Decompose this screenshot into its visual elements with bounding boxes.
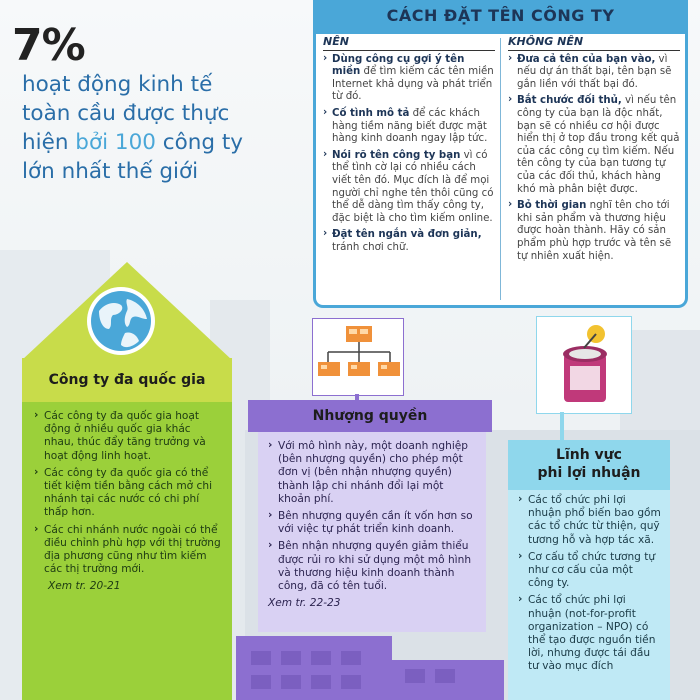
multinational-ref: Xem tr. 20-21 (48, 580, 121, 593)
column-divider (500, 38, 501, 300)
franchise-card (258, 432, 486, 632)
do-column (323, 36, 495, 259)
list-item: › Các tổ chức phi lợi nhuận (not-for-profit organization – NPO) có thể tạo được nguồn tiền lời, nhưng được tái đầu tư vào mục đích (518, 594, 662, 673)
stat-line: hoạt động kinh tế (22, 72, 213, 97)
list-item: › Cố tình mô tả để các khách hàng tiềm năng biết được mặt hàng kinh doanh ngay lập tức. (323, 108, 495, 146)
stat-line: toàn cầu được thực (22, 101, 230, 126)
naming-panel-title: CÁCH ĐẶT TÊN CÔNG TY (386, 6, 615, 25)
naming-columns (313, 0, 688, 308)
list-item: › Đưa cả tên của bạn vào, vì nếu dự án thất bại, tên bạn sẽ gắn liền với thất bại đó. (508, 54, 680, 92)
stat-line: hiện bởi 100 công ty (22, 130, 244, 155)
do-list (323, 54, 495, 255)
dont-heading: KHÔNG NÊN (508, 36, 680, 51)
list-item: › Các công ty đa quốc gia có thể tiết kiệm tiền bằng cách mở chi nhánh tại các nước có chi phí thấp hơn. (34, 467, 222, 520)
list-item: › Đặt tên ngắn và đơn giản, tránh chơi chữ. (323, 229, 495, 254)
multinational-list (34, 410, 222, 576)
list-item: › Bắt chước đối thủ, vì nếu tên công ty của bạn là độc nhất, bạn sẽ có nhiều cơ hội được hiển thị ở top đầu trong kết quả của các công cụ tìm kiếm. Nếu tên công ty của bạn tương tự của các đối thủ, khách hàng khó mà phân biệt được. (508, 95, 680, 196)
stat-highlight: bởi 100 (75, 130, 156, 155)
list-item: › Các chi nhánh nước ngoài có thể điều chỉnh phù hợp với thị trường địa phương cũng như tìm kiếm các thị trường mới. (34, 524, 222, 577)
list-item: › Nói rõ tên công ty bạn vì có thể tình cờ lại có nhiều cách viết tên đó. Mục đích là để mọi người chỉ nghe tên thôi cũng có thể dễ dàng tìm thấy công ty, đặc biệt là cho tìm kiếm online. (323, 150, 495, 226)
multinational-title: Công ty đa quốc gia (22, 358, 232, 402)
dont-list (508, 54, 680, 264)
dont-column (508, 36, 680, 267)
franchise-network-icon (312, 318, 404, 396)
do-heading: NÊN (323, 36, 495, 51)
pole (560, 412, 564, 442)
globe-icon (85, 285, 157, 357)
list-item: › Các tổ chức phi lợi nhuận phổ biến bao gồm các tổ chức từ thiện, quỹ tương hỗ và hợp tác xã. (518, 494, 662, 547)
nonprofit-title (508, 440, 670, 490)
window-grid (245, 645, 495, 700)
list-item: › Dùng công cụ gợi ý tên miền để tìm kiếm các tên miền Internet khả dụng và phát triển từ đó. (323, 54, 495, 104)
list-item: › Bên nhượng quyền cần ít vốn hơn so với việc tự phát triển kinh doanh. (268, 510, 478, 536)
franchise-ref: Xem tr. 22-23 (268, 597, 341, 610)
list-item: › Bỏ thời gian nghĩ tên cho tới khi sản phẩm và thương hiệu được hoàn thành. Hãy có sản phẩm phù hợp trước và tên sẽ tự nhiên xuất hiện. (508, 200, 680, 263)
nonprofit-title-line: Lĩnh vực (556, 447, 622, 463)
list-item: › Cơ cấu tổ chức tương tự như cơ cấu của một công ty. (518, 551, 662, 591)
franchise-title: Nhượng quyền (248, 400, 492, 432)
multinational-card (22, 402, 232, 700)
list-item: › Bên nhận nhượng quyền giảm thiểu được rủi ro khi sử dụng một mô hình và thương hiệu kinh doanh thành công, đã có tên tuổi. (268, 540, 478, 593)
franchise-list (268, 440, 478, 593)
donation-box-icon (536, 316, 632, 414)
nonprofit-title-line: phi lợi nhuận (537, 465, 641, 481)
stat-description (22, 70, 302, 186)
list-item: › Với mô hình này, một doanh nghiệp (bên nhượng quyền) cho phép một đơn vị (bên nhận nhượng quyền) thành lập chi nhánh đổi lại một khoản phí. (268, 440, 478, 506)
list-item: › Các công ty đa quốc gia hoạt động ở nhiều quốc gia khác nhau, thúc đẩy tăng trưởng và hoạt động linh hoạt. (34, 410, 222, 463)
stat-percent: 7% (12, 20, 85, 71)
nonprofit-list (518, 494, 662, 674)
stat-line: lớn nhất thế giới (22, 159, 199, 184)
nonprofit-card (508, 490, 670, 700)
